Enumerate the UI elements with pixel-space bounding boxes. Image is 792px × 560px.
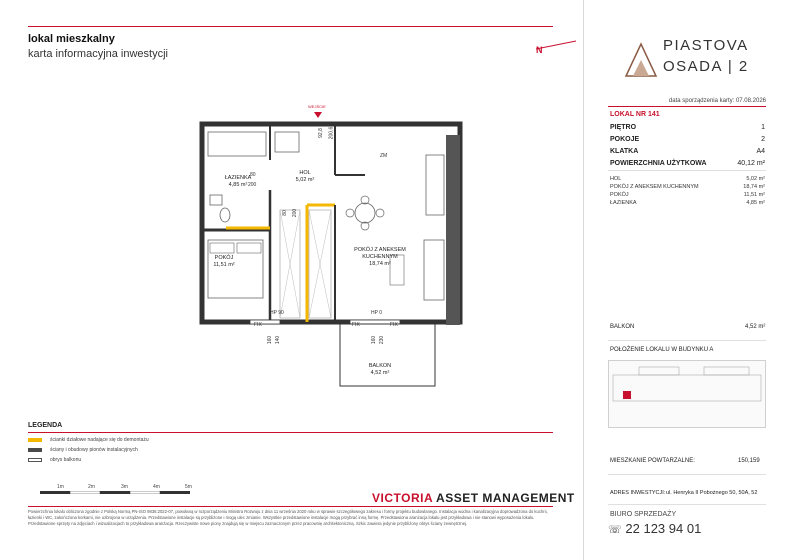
scale-label-3m: 3m	[121, 484, 128, 490]
lokal-rule	[608, 106, 766, 107]
room-balkon	[360, 363, 400, 377]
phone-icon: ☏	[608, 524, 622, 536]
page-title: lokal mieszkalny	[28, 33, 115, 45]
scale-bar	[40, 491, 192, 494]
dim-zm: ZM	[380, 153, 388, 159]
room-pokoj-name: POKÓJ	[214, 255, 234, 261]
room-pokoj-area: 11,51 m²	[213, 262, 235, 268]
spec-separator	[608, 170, 766, 171]
spec-row-powierzchnia	[610, 160, 765, 167]
room-row-hol	[610, 176, 765, 182]
panel-divider	[583, 0, 584, 560]
dim-hp90: HP 90	[270, 310, 284, 316]
room-row-value: 11,51 m²	[743, 192, 765, 198]
repeatable-label: MIESZKANIE POWTARZALNE:	[610, 458, 695, 464]
dim-fix-right: FIX	[390, 322, 398, 328]
room-row-lazienka	[610, 200, 765, 206]
dim-fix-mid: FIX	[352, 322, 360, 328]
room-row-label: HOL	[610, 176, 622, 182]
spec-value: 40,12 m²	[737, 160, 765, 167]
sales-office-label: BIURO SPRZEDAŻY	[610, 511, 677, 518]
spec-label: PIĘTRO	[610, 124, 637, 131]
legend-text-walls: ściany i obudowy pionów instalacyjnych	[50, 447, 138, 453]
room-lazienka-area: 4,85 m²	[228, 182, 248, 188]
disclaimer: Powierzchnia lokalu obliczona zgodnie z Polską Normą PN-ISO 9836:2022-07, powołaną w rozporządzeniu Ministra Rozwoju z dnia 11 września 2020 roku w sprawie szczegółowego zakresu i formy projektu budowlanego. Instalacja wodna i kanalizacyjna doprowadzona do kuchni, łazienki i WC, zakończona korkami, nie uzbrojona w urządzenia. Przedstawione instalacje są przybliżone i mogą ulec zmianie. Wszystkie przedstawione instalacje mogą przybrać inną formę. Przedstawiona aranżacja lokalu jest przykładowa i nie stanowi wyposażenia lokalu. Przedstawione sprzęty na zdjęciach i wizualizacjach to przykładowa aranżacja. Rzeczywiste nowe piony znajdują się w miejscu zaznaczonym przez pracownię architektoniczną. Szkic zawiera jedynie przybliżony obrys ściany zewnętrznej.	[28, 509, 548, 526]
brand-logo	[372, 491, 575, 505]
logo-name-line2: OSADA | 2	[663, 58, 749, 75]
spec-row-pokoje	[610, 136, 765, 143]
scale-label-5m: 5m	[185, 484, 192, 490]
spec-label: POWIERZCHNIA UŻYTKOWA	[610, 160, 707, 167]
logo-icon	[623, 36, 659, 78]
balkon-label: BALKON	[610, 324, 635, 330]
spec-value: A4	[756, 148, 765, 155]
room-hol-area: 5,02 m²	[295, 177, 315, 183]
brand-part2: ASSET MANAGEMENT	[432, 491, 575, 505]
sales-phone-number: 22 123 94 01	[625, 521, 702, 536]
address-value: ul. Henryka II Pobożnego 50, 50A, 52	[666, 490, 758, 496]
room-row-label: POKÓJ Z ANEKSEM KUCHENNYM	[610, 184, 699, 190]
dim-fix-left: FIX	[254, 322, 262, 328]
room-row-value: 5,02 m²	[746, 176, 765, 182]
room-row-pokoj	[610, 192, 765, 198]
dim-room-door-h: 200	[292, 208, 299, 218]
brand-part1: VICTORIA	[372, 491, 433, 505]
location-label: POŁOŻENIE LOKALU W BUDYNKU A	[610, 347, 714, 353]
address-separator	[608, 504, 766, 505]
legend-title: LEGENDA	[28, 422, 63, 429]
room-row-value: 18,74 m²	[743, 184, 765, 190]
room-hol-name: HOL	[299, 170, 311, 176]
floor-plan	[190, 100, 480, 400]
address-label: ADRES INWESTYCJI:	[610, 490, 666, 496]
room-lazienka-name: ŁAZIENKA	[224, 175, 252, 181]
entry-label: WEJŚCIE	[308, 104, 326, 109]
spec-label: POKOJE	[610, 136, 640, 143]
balkon-value: 4,52 m²	[745, 324, 766, 330]
dim-entry-w: 92,8	[317, 128, 324, 138]
lokal-number: LOKAL NR 141	[610, 111, 660, 118]
room-pokoj-aneks-name: POKÓJ Z ANEKSEM KUCHENNYM	[354, 247, 406, 260]
room-row-value: 4,85 m²	[746, 200, 765, 206]
page-subtitle: karta informacyjna inwestycji	[28, 48, 168, 60]
dim-bath-door-w: 80	[250, 172, 256, 178]
dim-win1b: 140	[275, 335, 282, 345]
svg-text:N: N	[536, 45, 543, 55]
legend-rule	[28, 432, 553, 433]
room-pokoj-aneks-area: 18,74 m²	[369, 261, 391, 267]
spec-value: 1	[761, 124, 765, 131]
card-date: data sporządzenia karty: 07.08.2026	[668, 98, 766, 104]
legend-swatch-walls	[28, 448, 42, 452]
floor-plan-drawing	[190, 100, 480, 400]
legend-text-balcony: obrys balkonu	[50, 457, 82, 463]
room-row-label: ŁAZIENKA	[610, 200, 637, 206]
repeatable-separator	[608, 474, 766, 475]
room-pokoj-aneks	[345, 247, 415, 268]
dim-room-door-w: 80	[281, 210, 288, 216]
scale-label-4m: 4m	[153, 484, 160, 490]
legend-text-demolish: ścianki działowe nadające się do demontażu	[50, 437, 149, 443]
room-pokoj	[204, 255, 244, 269]
dim-win2a: 160	[371, 335, 378, 345]
logo-name-line1: PIASTOVA	[663, 37, 749, 54]
spec-row-pietro	[610, 124, 765, 131]
dim-win2b: 230	[379, 335, 386, 345]
spec-value: 2	[761, 136, 765, 143]
dim-hp0: HP 0	[371, 310, 383, 316]
building-location-map	[608, 360, 766, 428]
building-location-drawing	[609, 361, 765, 427]
room-balkon-area: 4,52 m²	[370, 370, 390, 376]
dim-entry-h: 200,6	[328, 126, 335, 140]
repeatable-value: 150,159	[738, 458, 760, 464]
north-arrow-icon	[532, 37, 578, 55]
header-rule	[28, 26, 553, 27]
balkon-separator	[608, 340, 766, 341]
legend-swatch-demolish	[28, 438, 42, 442]
dim-win1a: 160	[267, 335, 274, 345]
spec-label: KLATKA	[610, 148, 639, 155]
scale-label-1m: 1m	[57, 484, 64, 490]
room-row-aneks	[610, 184, 765, 190]
room-hol	[285, 170, 325, 184]
room-row-label: POKÓJ	[610, 192, 629, 198]
legend-swatch-balcony	[28, 458, 42, 462]
scale-label-2m: 2m	[88, 484, 95, 490]
sales-phone[interactable]	[608, 521, 701, 536]
dim-bath-door-h: 200	[248, 182, 257, 188]
footer-rule	[28, 506, 553, 507]
spec-row-klatka	[610, 148, 765, 155]
room-balkon-name: BALKON	[368, 363, 392, 369]
